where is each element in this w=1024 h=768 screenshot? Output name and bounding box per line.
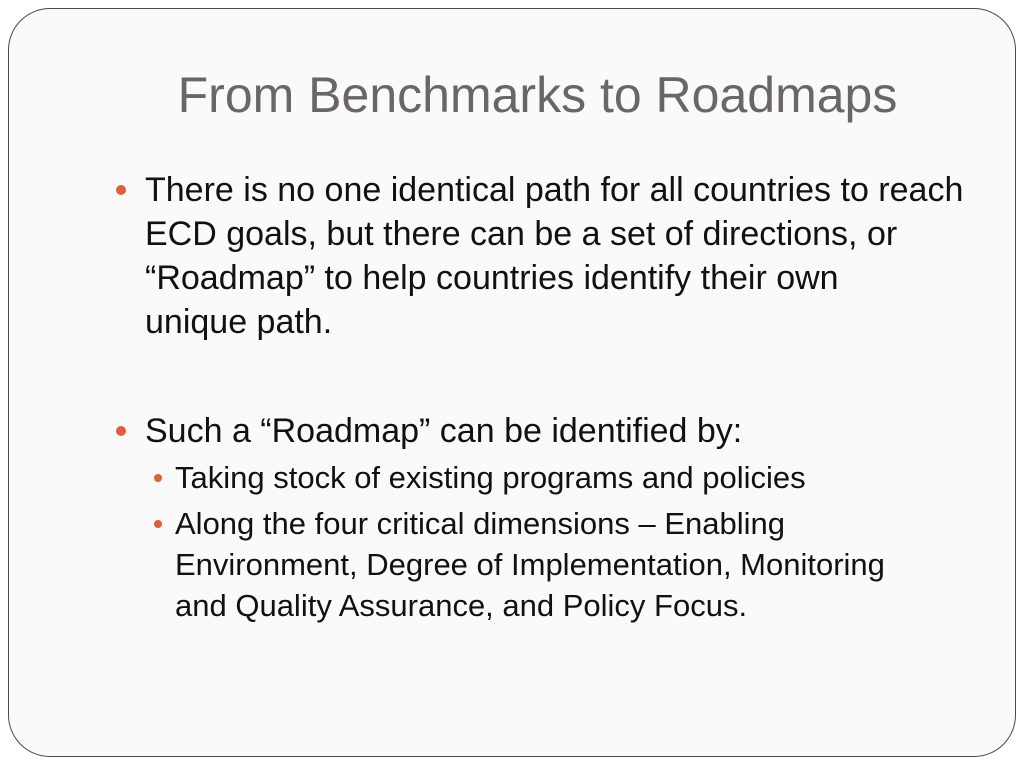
sub-bullet-text — [175, 503, 885, 626]
slide-title: From Benchmarks to Roadmaps — [177, 67, 898, 123]
sub-bullet-icon — [154, 520, 162, 528]
bullet-text-line: “Roadmap” to help countries identify their own — [145, 259, 839, 297]
bullet-icon — [116, 426, 126, 436]
bullet-icon — [116, 185, 126, 195]
sub-bullet-text-line: Environment, Degree of Implementation, Monitoring — [175, 547, 885, 582]
sub-bullet-text — [175, 457, 806, 498]
sub-bullet-text-line: Taking stock of existing programs and policies — [175, 460, 806, 495]
sub-bullet-icon — [154, 474, 162, 482]
bullet-text-line: There is no one identical path for all countries to reach — [145, 171, 964, 209]
bullet-text-line: Such a “Roadmap” can be identified by: — [145, 412, 743, 450]
sub-bullet-text-line: Along the four critical dimensions – Enabling — [175, 506, 786, 541]
sub-bullet-text-line: and Quality Assurance, and Policy Focus. — [175, 588, 748, 623]
bullet-text-line: ECD goals, but there can be a set of directions, or — [145, 215, 898, 253]
bullet-text — [145, 168, 963, 344]
bullet-text — [145, 409, 742, 453]
bullet-text-line: unique path. — [145, 303, 333, 341]
